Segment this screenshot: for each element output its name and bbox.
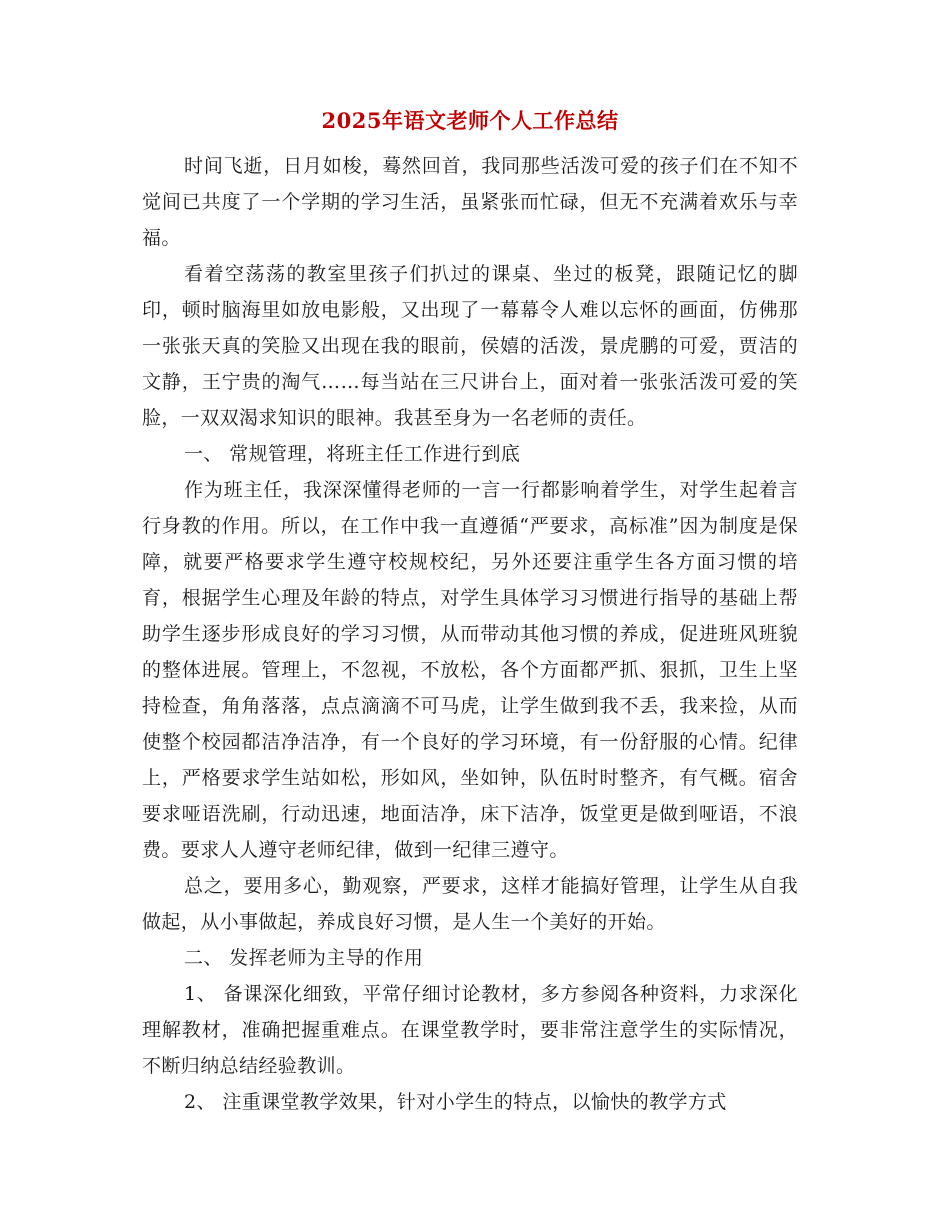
- paragraph-intro: 时间飞逝，日月如梭，蓦然回首，我同那些活泼可爱的孩子们在不知不觉间已共度了一个学期的学习生活，虽紧张而忙碌，但无不充满着欢乐与幸福。: [142, 155, 798, 249]
- document-title: 2025年语文老师个人工作总结: [321, 108, 619, 133]
- paragraph-summary: 总之，要用多心，勤观察，严要求，这样才能搞好管理，让学生从自我做起，从小事做起，养成良好习惯，是人生一个美好的开始。: [142, 875, 798, 933]
- paragraph-teaching-effect: 2、 注重课堂教学效果，针对小学生的特点，以愉快的教学方式: [184, 1091, 727, 1113]
- paragraph-class-management: 作为班主任，我深深懂得老师的一言一行都影响着学生，对学生起着言行身教的作用。所以，在工作中我一直遵循“严要求，高标准”因为制度是保障，就要严格要求学生遵守校规校纪，另外还要注重学生各方面习惯的培育，根据学生心理及年龄的特点，对学生具体学习习惯进行指导的基础上帮助学生逐步形成良好的学习习惯，从而带动其他习惯的养成，促进班风班貌的整体进展。管理上，不忽视，不放松，各个方面都严抓、狠抓，卫生上坚持检查，角角落落，点点滴滴不可马虎，让学生做到我不丢，我来捡，从而使整个校园都洁净洁净，有一个良好的学习环境，有一份舒服的心情。纪律上，严格要求学生站如松，形如风，坐如钟，队伍时时整齐，有气概。宿舍要求哑语洗刷，行动迅速，地面洁净，床下洁净，饭堂更是做到哑语，不浪费。要求人人遵守老师纪律，做到一纪律三遵守。: [142, 479, 798, 861]
- paragraph-classroom-memories: 看着空荡荡的教室里孩子们扒过的课桌、坐过的板凳，跟随记忆的脚印，顿时脑海里如放电影般，又出现了一幕幕令人难以忘怀的画面，仿佛那一张张天真的笑脸又出现在我的眼前，侯嬉的活泼，景虎鹏的可爱，贾洁的文静，王宁贵的淘气……每当站在三尺讲台上，面对着一张张活泼可爱的笑脸，一双双渴求知识的眼神。我甚至身为一名老师的责任。: [142, 263, 798, 429]
- paragraph-lesson-preparation: 1、 备课深化细致，平常仔细讨论教材，多方参阅各种资料，力求深化理解教材，准确把握重难点。在课堂教学时，要非常注意学生的实际情况，不断归纳总结经验教训。: [142, 983, 798, 1077]
- section-heading-teacher-role: 二、 发挥老师为主导的作用: [184, 947, 424, 969]
- section-heading-routine-management: 一、 常规管理，将班主任工作进行到底: [184, 443, 521, 465]
- document-page: [142, 106, 798, 1120]
